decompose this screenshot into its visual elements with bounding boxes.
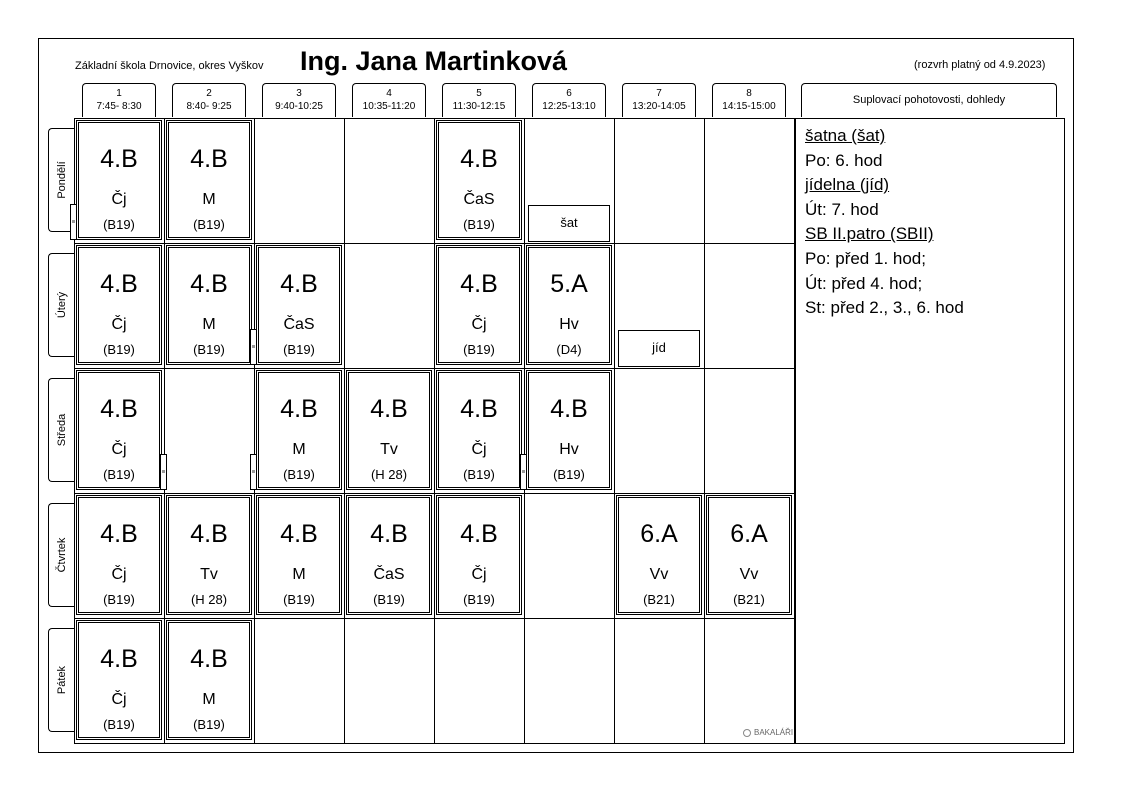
edge-marker bbox=[520, 454, 527, 490]
hour-number: 6 bbox=[566, 88, 572, 99]
dohled-line: Út: před 4. hod; bbox=[805, 273, 923, 293]
lesson-subject: Čj bbox=[111, 316, 127, 333]
grid-column-line bbox=[254, 118, 255, 744]
lesson-subject: M bbox=[292, 566, 306, 583]
lesson-subject: M bbox=[292, 441, 306, 458]
lesson-room: (B19) bbox=[103, 467, 135, 482]
hour-header-3 bbox=[262, 83, 336, 117]
lesson-room: (B19) bbox=[283, 342, 315, 357]
dohled-line: SB II.patro (SBII) bbox=[805, 224, 934, 244]
lesson-room: (B21) bbox=[643, 592, 675, 607]
lesson-cell bbox=[256, 495, 342, 615]
lesson-room: (H 28) bbox=[190, 592, 228, 607]
lesson-cell bbox=[256, 245, 342, 365]
lesson-class: 4.B bbox=[190, 520, 228, 548]
lesson-subject: Vv bbox=[649, 566, 669, 583]
day-tab-1 bbox=[48, 253, 74, 357]
grid-column-line bbox=[164, 118, 165, 744]
hour-header-8 bbox=[712, 83, 786, 117]
lesson-cell bbox=[166, 620, 252, 740]
grid-column-line bbox=[524, 118, 525, 744]
grid-row-line bbox=[74, 368, 795, 369]
lesson-class: 4.B bbox=[100, 145, 138, 173]
lesson-room: (H 28) bbox=[370, 467, 408, 482]
hour-time: 8:40- 9:25 bbox=[186, 101, 232, 112]
dohled-line: Po: 6. hod bbox=[805, 150, 883, 170]
lesson-room: (D4) bbox=[556, 342, 582, 357]
lesson-class: 4.B bbox=[460, 145, 498, 173]
lesson-cell bbox=[166, 245, 252, 365]
lesson-class: 4.B bbox=[280, 270, 318, 298]
lesson-room: (B19) bbox=[463, 217, 495, 232]
lesson-cell bbox=[76, 495, 162, 615]
dohled-header: Suplovací pohotovosti, dohledy bbox=[801, 83, 1057, 117]
lesson-subject: ČaS bbox=[463, 191, 495, 208]
lesson-cell bbox=[526, 245, 612, 365]
grid-row-line bbox=[74, 243, 795, 244]
duty-box: šat bbox=[528, 205, 610, 242]
validity-note: (rozvrh platný od 4.9.2023) bbox=[914, 59, 1046, 71]
lesson-subject: Čj bbox=[471, 441, 487, 458]
lesson-class: 4.B bbox=[550, 395, 588, 423]
lesson-cell bbox=[166, 495, 252, 615]
grid-column-line bbox=[344, 118, 345, 744]
lesson-cell bbox=[346, 370, 432, 490]
logo-icon bbox=[743, 729, 751, 737]
lesson-room: (B19) bbox=[283, 467, 315, 482]
lesson-subject: Vv bbox=[739, 566, 759, 583]
lesson-room: (B19) bbox=[193, 217, 225, 232]
lesson-class: 4.B bbox=[280, 520, 318, 548]
lesson-subject: Hv bbox=[559, 441, 579, 458]
lesson-class: 4.B bbox=[100, 270, 138, 298]
lesson-class: 4.B bbox=[100, 395, 138, 423]
lesson-cell bbox=[76, 120, 162, 240]
dohled-line: St: před 2., 3., 6. hod bbox=[805, 298, 964, 318]
lesson-room: (B19) bbox=[103, 592, 135, 607]
hour-header-2 bbox=[172, 83, 246, 117]
lesson-cell bbox=[256, 370, 342, 490]
lesson-room: (B21) bbox=[733, 592, 765, 607]
day-label: Středa bbox=[55, 413, 68, 447]
lesson-subject: Tv bbox=[200, 566, 218, 583]
lesson-class: 4.B bbox=[100, 520, 138, 548]
hour-number: 2 bbox=[206, 88, 212, 99]
duty-box: jíd bbox=[618, 330, 700, 367]
lesson-class: 4.B bbox=[190, 270, 228, 298]
lesson-class: 4.B bbox=[460, 395, 498, 423]
hour-number: 5 bbox=[476, 88, 482, 99]
hour-time: 9:40-10:25 bbox=[275, 101, 323, 112]
lesson-room: (B19) bbox=[283, 592, 315, 607]
lesson-class: 5.A bbox=[550, 270, 588, 298]
dohled-line: Po: před 1. hod; bbox=[805, 249, 926, 268]
hour-number: 4 bbox=[386, 88, 392, 99]
grid-column-line bbox=[704, 118, 705, 744]
lesson-subject: Čj bbox=[471, 316, 487, 333]
lesson-room: (B19) bbox=[553, 467, 585, 482]
hour-header-4 bbox=[352, 83, 426, 117]
lesson-subject: ČaS bbox=[373, 566, 405, 583]
day-label: Pondělí bbox=[55, 161, 68, 199]
day-tab-3 bbox=[48, 503, 74, 607]
lesson-subject: M bbox=[202, 316, 216, 333]
day-tab-2 bbox=[48, 378, 74, 482]
day-label: Pátek bbox=[55, 665, 68, 695]
lesson-subject: M bbox=[202, 191, 216, 208]
lesson-cell bbox=[706, 495, 792, 615]
grid-row-line bbox=[74, 618, 795, 619]
edge-marker bbox=[250, 454, 257, 490]
hour-number: 3 bbox=[296, 88, 302, 99]
lesson-class: 4.B bbox=[100, 645, 138, 673]
lesson-subject: Čj bbox=[111, 191, 127, 208]
lesson-cell bbox=[436, 245, 522, 365]
lesson-cell bbox=[76, 370, 162, 490]
hour-time: 11:30-12:15 bbox=[452, 101, 506, 112]
grid-column-line bbox=[434, 118, 435, 744]
lesson-class: 4.B bbox=[370, 395, 408, 423]
lesson-room: (B19) bbox=[463, 592, 495, 607]
lesson-class: 4.B bbox=[280, 395, 318, 423]
hour-time: 14:15-15:00 bbox=[722, 101, 776, 112]
lesson-room: (B19) bbox=[193, 342, 225, 357]
lesson-class: 4.B bbox=[460, 270, 498, 298]
teacher-name: Ing. Jana Martinková bbox=[300, 46, 568, 76]
lesson-room: (B19) bbox=[103, 217, 135, 232]
dohled-line: šatna (šat) bbox=[805, 126, 886, 145]
lesson-class: 4.B bbox=[460, 520, 498, 548]
lesson-room: (B19) bbox=[103, 717, 135, 732]
day-label: Čtvrtek bbox=[55, 537, 68, 573]
lesson-class: 6.A bbox=[730, 520, 768, 548]
edge-marker bbox=[250, 329, 257, 365]
bakalari-logo bbox=[743, 728, 793, 737]
lesson-subject: Čj bbox=[111, 566, 127, 583]
logo-text: BAKALÁŘI bbox=[754, 728, 794, 737]
day-tab-4 bbox=[48, 628, 74, 732]
lesson-cell bbox=[436, 120, 522, 240]
hour-time: 13:20-14:05 bbox=[632, 101, 686, 112]
hour-time: 12:25-13:10 bbox=[542, 101, 596, 112]
lesson-class: 4.B bbox=[370, 520, 408, 548]
dohled-line: jídelna (jíd) bbox=[805, 175, 890, 195]
lesson-room: (B19) bbox=[463, 342, 495, 357]
lesson-cell bbox=[436, 495, 522, 615]
dohled-line: Út: 7. hod bbox=[805, 199, 879, 219]
lesson-cell bbox=[436, 370, 522, 490]
lesson-cell bbox=[166, 120, 252, 240]
hour-header-5 bbox=[442, 83, 516, 117]
lesson-cell bbox=[346, 495, 432, 615]
school-name: Základní škola Drnovice, okres Vyškov bbox=[75, 60, 264, 72]
lesson-room: (B19) bbox=[103, 342, 135, 357]
lesson-room: (B19) bbox=[193, 717, 225, 732]
hour-number: 8 bbox=[746, 88, 752, 99]
lesson-cell bbox=[526, 370, 612, 490]
day-label: Úterý bbox=[55, 291, 68, 319]
lesson-class: 4.B bbox=[190, 145, 228, 173]
hour-time: 7:45- 8:30 bbox=[96, 101, 142, 112]
grid-row-line bbox=[74, 493, 795, 494]
lesson-subject: Tv bbox=[380, 441, 398, 458]
lesson-room: (B19) bbox=[373, 592, 405, 607]
lesson-cell bbox=[616, 495, 702, 615]
hour-header-7 bbox=[622, 83, 696, 117]
lesson-subject: Čj bbox=[111, 691, 127, 708]
hour-time: 10:35-11:20 bbox=[362, 101, 416, 112]
lesson-cell bbox=[76, 245, 162, 365]
hour-header-6 bbox=[532, 83, 606, 117]
lesson-cell bbox=[76, 620, 162, 740]
lesson-subject: Čj bbox=[471, 566, 487, 583]
edge-marker bbox=[160, 454, 167, 490]
lesson-class: 4.B bbox=[190, 645, 228, 673]
lesson-subject: Hv bbox=[559, 316, 579, 333]
hour-number: 7 bbox=[656, 88, 662, 99]
lesson-room: (B19) bbox=[463, 467, 495, 482]
hour-number: 1 bbox=[116, 88, 122, 99]
lesson-subject: ČaS bbox=[283, 316, 315, 333]
hour-header-1 bbox=[82, 83, 156, 117]
grid-column-line bbox=[614, 118, 615, 744]
lesson-subject: Čj bbox=[111, 441, 127, 458]
lesson-class: 6.A bbox=[640, 520, 678, 548]
edge-marker bbox=[70, 204, 77, 240]
lesson-subject: M bbox=[202, 691, 216, 708]
